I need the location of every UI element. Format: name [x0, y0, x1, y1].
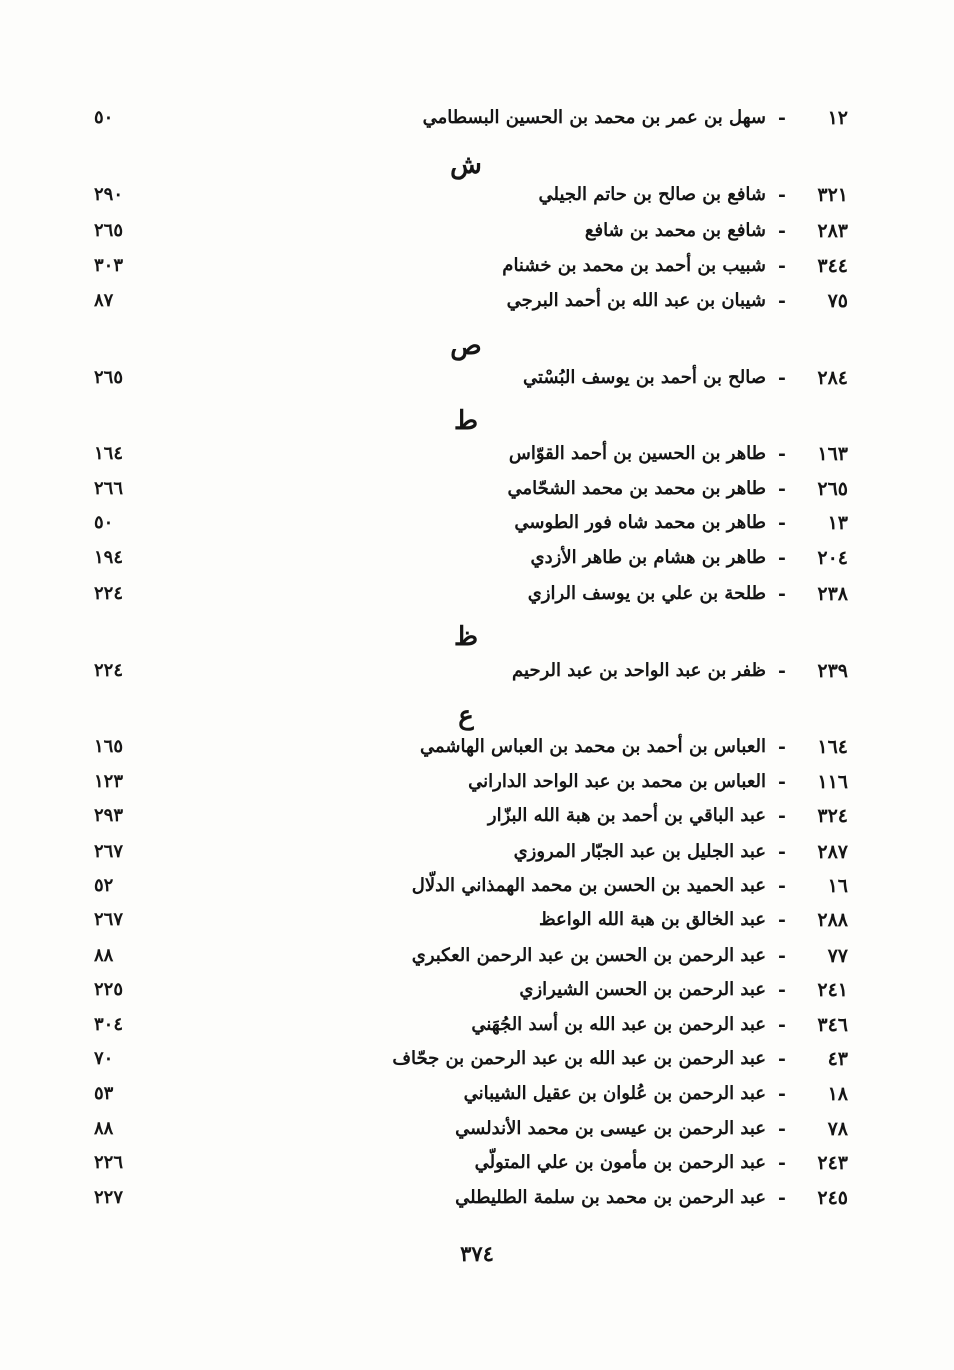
entry-page-ref: ١٦٥ [94, 736, 124, 757]
entry-name: شافع بن محمد بن شافع [584, 220, 766, 241]
entry-page-ref: ٢٢٥ [94, 979, 124, 1000]
index-entry [80, 939, 848, 973]
index-entry [80, 541, 848, 575]
entry-dash: - [778, 443, 786, 465]
entry-page-ref: ٢٢٤ [94, 660, 124, 681]
entry-number: ٢٨٣ [817, 220, 848, 242]
entry-number: ٧٨ [827, 1118, 848, 1140]
entry-dash: - [778, 771, 786, 793]
entry-name: العباس بن أحمد بن محمد بن العباس الهاشمي [420, 736, 766, 757]
entry-dash: - [778, 220, 786, 242]
entry-number: ٣٢١ [817, 184, 848, 206]
entry-name: عبد الرحمن بن الحسن بن عبد الرحمن العكبري [411, 945, 766, 966]
entry-page-ref: ٥٠ [94, 512, 114, 533]
index-entry [80, 577, 848, 611]
index-entry [80, 178, 848, 212]
entry-dash: - [778, 875, 786, 897]
index-entry [80, 101, 848, 135]
index-entry [80, 249, 848, 283]
entry-name: عبد الرحمن بن عيسى بن محمد الأندلسي [455, 1118, 766, 1139]
entry-number: ١٢ [827, 107, 848, 129]
entry-number: ٢٨٤ [817, 367, 848, 389]
entry-number: ٢٨٧ [817, 841, 848, 863]
entry-page-ref: ٢٩٣ [94, 805, 124, 826]
entry-number: ١٣ [827, 512, 848, 534]
entry-dash: - [778, 583, 786, 605]
entry-number: ٢٦٥ [817, 478, 848, 500]
entry-dash: - [778, 945, 786, 967]
entry-page-ref: ١٢٣ [94, 771, 124, 792]
index-entry [80, 903, 848, 937]
entry-number: ٢٤٣ [817, 1152, 848, 1174]
entry-name: شبيب بن أحمد بن محمد بن خشنام [502, 255, 766, 276]
entry-name: عبد الرحمن بن عبد الله بن أسد الجُهَني [471, 1014, 766, 1035]
index-entry [80, 1146, 848, 1180]
index-entry [80, 1112, 848, 1146]
entry-dash: - [778, 841, 786, 863]
entry-number: ٢٤١ [817, 979, 848, 1001]
entry-page-ref: ٨٨ [94, 945, 114, 966]
index-entry [80, 1077, 848, 1111]
entry-dash: - [778, 979, 786, 1001]
entry-name: عبد الرحمن بن عبد الله بن عبد الرحمن بن جحّاف [392, 1048, 766, 1069]
entry-number: ٢٣٩ [817, 660, 848, 682]
letter-header-taa: ط [453, 406, 479, 436]
entry-number: ٢٠٤ [817, 547, 848, 569]
entry-name: شيبان بن عبد الله بن أحمد البرجي [506, 290, 766, 311]
entry-page-ref: ١٦٤ [94, 443, 124, 464]
entry-page-ref: ٨٨ [94, 1118, 114, 1139]
index-entry [80, 765, 848, 799]
entry-page-ref: ٥٠ [94, 107, 114, 128]
letter-header-sheen: ش [450, 150, 482, 180]
entry-page-ref: ٢٦٥ [94, 367, 124, 388]
entry-name: سهل بن عمر بن محمد بن الحسين البسطامي [422, 107, 766, 128]
entry-number: ١١٦ [817, 771, 848, 793]
entry-dash: - [778, 1118, 786, 1140]
letter-header-ain: ع [458, 701, 474, 731]
entry-number: ٧٥ [827, 290, 848, 312]
entry-number: ٣٤٦ [817, 1014, 848, 1036]
index-entry [80, 1042, 848, 1076]
entry-page-ref: ٢٩٠ [94, 184, 124, 205]
entry-dash: - [778, 805, 786, 827]
index-entry [80, 799, 848, 833]
entry-dash: - [778, 660, 786, 682]
index-entry [80, 1008, 848, 1042]
entry-page-ref: ٢٦٧ [94, 841, 124, 862]
index-entry [80, 361, 848, 395]
entry-name: ظفر بن عبد الواحد بن عبد الرحيم [512, 660, 766, 681]
entry-dash: - [778, 1014, 786, 1036]
entry-name: عبد الجليل بن عبد الجبّار المروزي [513, 841, 766, 862]
entry-dash: - [778, 367, 786, 389]
entry-number: ٢٨٨ [817, 909, 848, 931]
entry-name: العباس بن محمد بن عبد الواحد الداراني [468, 771, 766, 792]
entry-page-ref: ٨٧ [94, 290, 114, 311]
entry-name: طاهر بن محمد شاه فور الطوسي [514, 512, 766, 533]
entry-number: ٣٤٤ [817, 255, 848, 277]
index-entry [80, 284, 848, 318]
page-number: ٣٧٤ [460, 1241, 494, 1266]
entry-number: ١٦ [827, 875, 848, 897]
entry-name: طاهر بن الحسين بن أحمد القوّاس [508, 443, 766, 464]
entry-page-ref: ٣٠٣ [94, 255, 124, 276]
index-entry [80, 472, 848, 506]
entry-name: عبد الرحمن بن عُلوان بن عقيل الشيباني [463, 1083, 766, 1104]
index-entry [80, 1181, 848, 1215]
entry-name: صالح بن أحمد بن يوسف البُسْتي [522, 367, 766, 388]
entry-name: شافع بن صالح بن حاتم الجيلي [538, 184, 766, 205]
entry-number: ٢٤٥ [817, 1187, 848, 1209]
entry-name: عبد الرحمن بن محمد بن سلمة الطليطلي [455, 1187, 766, 1208]
entry-page-ref: ٢٢٤ [94, 583, 124, 604]
entry-dash: - [778, 107, 786, 129]
entry-dash: - [778, 1152, 786, 1174]
entry-dash: - [778, 1083, 786, 1105]
entry-dash: - [778, 512, 786, 534]
entry-name: عبد الرحمن بن مأمون بن علي المتولّي [474, 1152, 766, 1173]
entry-page-ref: ٢٢٧ [94, 1187, 124, 1208]
index-entry [80, 869, 848, 903]
entry-dash: - [778, 255, 786, 277]
entry-dash: - [778, 547, 786, 569]
entry-dash: - [778, 290, 786, 312]
entry-number: ١٦٣ [817, 443, 848, 465]
index-entry [80, 730, 848, 764]
entry-name: عبد الحميد بن الحسن بن محمد الهمذاني الدلّال [411, 875, 766, 896]
index-entry [80, 835, 848, 869]
entry-dash: - [778, 184, 786, 206]
index-entry [80, 437, 848, 471]
index-entry [80, 506, 848, 540]
entry-number: ٣٢٤ [817, 805, 848, 827]
index-entry [80, 214, 848, 248]
entry-name: عبد الخالق بن هبة الله الواعظ [538, 909, 766, 930]
letter-header-zaa: ظ [453, 622, 479, 652]
entry-page-ref: ٢٦٧ [94, 909, 124, 930]
entry-page-ref: ٢٢٦ [94, 1152, 124, 1173]
entry-number: ١٦٤ [817, 736, 848, 758]
entry-number: ١٨ [827, 1083, 848, 1105]
entry-page-ref: ٥٢ [94, 875, 114, 896]
entry-name: عبد الباقي بن أحمد بن هبة الله البزّار [487, 805, 766, 826]
letter-header-sad: ص [450, 331, 482, 361]
entry-page-ref: ٢٦٦ [94, 478, 124, 499]
entry-dash: - [778, 478, 786, 500]
entry-number: ٤٣ [827, 1048, 848, 1070]
entry-page-ref: ٣٠٤ [94, 1014, 124, 1035]
entry-dash: - [778, 1187, 786, 1209]
entry-page-ref: ١٩٤ [94, 547, 124, 568]
entry-number: ٧٧ [827, 945, 848, 967]
entry-dash: - [778, 909, 786, 931]
entry-name: طاهر بن هشام بن طاهر الأزدي [530, 547, 766, 568]
entry-name: طاهر بن محمد بن محمد الشحّامي [507, 478, 766, 499]
entry-page-ref: ٥٣ [94, 1083, 114, 1104]
index-entry [80, 654, 848, 688]
entry-dash: - [778, 736, 786, 758]
entry-number: ٢٣٨ [817, 583, 848, 605]
index-entry [80, 973, 848, 1007]
entry-dash: - [778, 1048, 786, 1070]
entry-name: طلحة بن علي بن يوسف الرازي [527, 583, 766, 604]
entry-name: عبد الرحمن بن الحسن الشيرازي [519, 979, 766, 1000]
entry-page-ref: ٧٠ [94, 1048, 114, 1069]
entry-page-ref: ٢٦٥ [94, 220, 124, 241]
